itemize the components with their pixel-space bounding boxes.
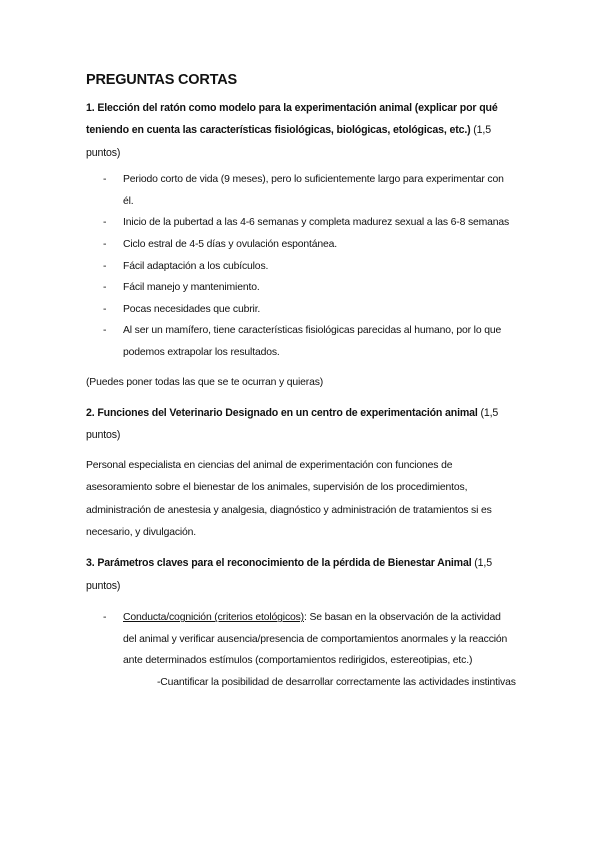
question-2-text: 2. Funciones del Veterinario Designado en un centro de experimentación animal <box>86 406 478 419</box>
list-item <box>86 256 516 278</box>
list-item-text: Fácil manejo y mantenimiento. <box>123 282 260 294</box>
question-2 <box>86 402 516 447</box>
question-3-points: (1,5 puntos) <box>86 557 492 592</box>
list-dash: - <box>103 174 107 186</box>
question-1-note: (Puedes poner todas las que se te ocurran y quieras) <box>86 376 324 388</box>
list-item-text: Inicio de la pubertad a las 4-6 semanas y completa madurez sexual a las 6-8 semanas <box>123 217 510 229</box>
question-1-text: 1. Elección del ratón como modelo para la experimentación animal (explicar por qué teniendo en cuenta las características fisiológicas, biológicas, etológicas, etc.) <box>86 102 498 137</box>
question-3-text: 3. Parámetros claves para el reconocimiento de la pérdida de Bienestar Animal <box>86 557 472 570</box>
list-item <box>86 169 516 212</box>
question-3-sub-item: -Cuantificar la posibilidad de desarrollar correctamente las actividades instintivas <box>157 677 516 688</box>
list-dash: - <box>103 239 107 250</box>
list-item <box>86 234 516 256</box>
list-dash: - <box>103 282 107 294</box>
question-3 <box>86 552 516 597</box>
question-1-answer-list <box>86 169 516 363</box>
question-1 <box>86 97 516 164</box>
list-item-text: Fácil adaptación a los cubículos. <box>123 260 269 272</box>
list-item <box>86 299 516 321</box>
list-item <box>86 607 516 672</box>
list-item-text: : Se basan en la observación de la actividad del animal y verificar ausencia/presencia de comportamientos anormales y la reacción ante determinados estímulos (comportamientos redirigidos, estereotipias, etc.) <box>123 612 508 667</box>
list-item-underlined: Conducta/cognición (criterios etológicos) <box>123 612 304 624</box>
list-item <box>86 320 516 363</box>
list-dash: - <box>103 612 107 624</box>
list-item-text: Pocas necesidades que cubrir. <box>123 303 261 315</box>
question-2-answer: Personal especialista en ciencias del animal de experimentación con funciones de asesoramiento sobre el bienestar de los animales, supervisión de los procedimientos, administración de anestesia y analgesia, diagnóstico y administración de tratamientos si es necesario, y divulgación. <box>86 459 492 538</box>
list-dash: - <box>103 260 107 272</box>
document-page <box>86 72 516 694</box>
list-item-text: Al ser un mamífero, tiene características fisiológicas parecidas al humano, por lo que podemos extrapolar los resultados. <box>123 325 502 358</box>
list-item <box>86 212 516 234</box>
list-dash: - <box>103 217 107 229</box>
list-item-text: Ciclo estral de 4-5 días y ovulación espontánea. <box>123 239 338 250</box>
question-1-points: (1,5 puntos) <box>86 124 491 159</box>
question-3-answer-list <box>86 607 516 672</box>
question-2-points: (1,5 puntos) <box>86 406 499 442</box>
list-dash: - <box>103 325 107 337</box>
list-dash: - <box>103 303 107 315</box>
document-title: PREGUNTAS CORTAS <box>86 72 237 88</box>
list-item-text: Periodo corto de vida (9 meses), pero lo suficientemente largo para experimentar con él. <box>123 174 504 207</box>
list-item <box>86 277 516 299</box>
